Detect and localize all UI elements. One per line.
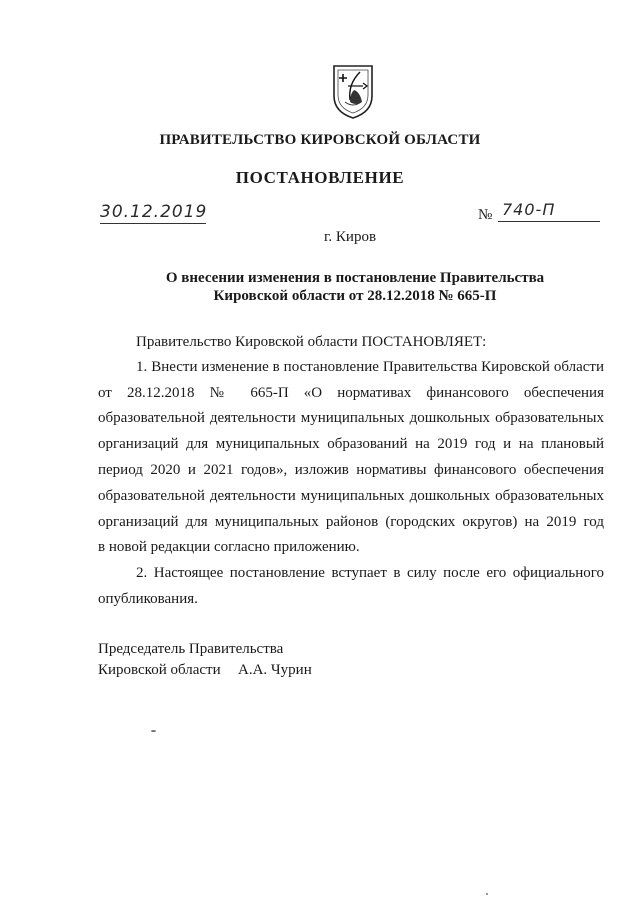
kirov-coat-of-arms-icon	[330, 62, 376, 120]
handwritten-date: 30.12.2019	[100, 202, 208, 222]
subject-line: О внесении изменения в постановление Правительства	[165, 270, 545, 286]
scan-speck	[486, 893, 488, 895]
body-line: образовательной деятельности муниципальных дошкольных образовательных	[98, 488, 604, 504]
handwritten-document-number: 740-П	[498, 200, 600, 222]
preamble: Правительство Кировской области ПОСТАНОВЛЯЕТ:	[136, 334, 487, 350]
document-subject	[0, 269, 640, 305]
body-line: период 2020 и 2021 годов», изложив нормативы финансового обеспечения	[98, 462, 604, 478]
body-line: образовательной деятельности муниципальных дошкольных образовательных	[98, 410, 604, 426]
body-line: 1. Внести изменение в постановление Правительства Кировской области	[136, 359, 604, 375]
body-line: организаций для муниципальных образований на 2019 год и на плановый	[98, 436, 604, 452]
signatory-name: А.А. Чурин	[238, 662, 312, 678]
body-line: 2. Настоящее постановление вступает в силу после его официального	[136, 565, 604, 581]
scan-speck	[151, 730, 156, 732]
signatory-region: Кировской области	[98, 662, 221, 678]
subject-line: Кировской области от 28.12.2018 № 665-П	[213, 288, 497, 304]
document-type-title: ПОСТАНОВЛЕНИЕ	[235, 168, 405, 187]
number-sign: №	[478, 207, 493, 223]
signatory-title: Председатель Правительства	[98, 641, 284, 657]
issue-city: г. Киров	[323, 229, 377, 245]
body-line: от 28.12.2018 № 665-П «О нормативах финансового обеспечения	[98, 385, 604, 401]
body-line: опубликования.	[98, 591, 198, 607]
body-line: в новой редакции согласно приложению.	[98, 539, 360, 555]
issuing-authority: ПРАВИТЕЛЬСТВО КИРОВСКОЙ ОБЛАСТИ	[159, 132, 481, 148]
body-line: организаций для муниципальных районов (городских округов) на 2019 год	[98, 514, 604, 530]
